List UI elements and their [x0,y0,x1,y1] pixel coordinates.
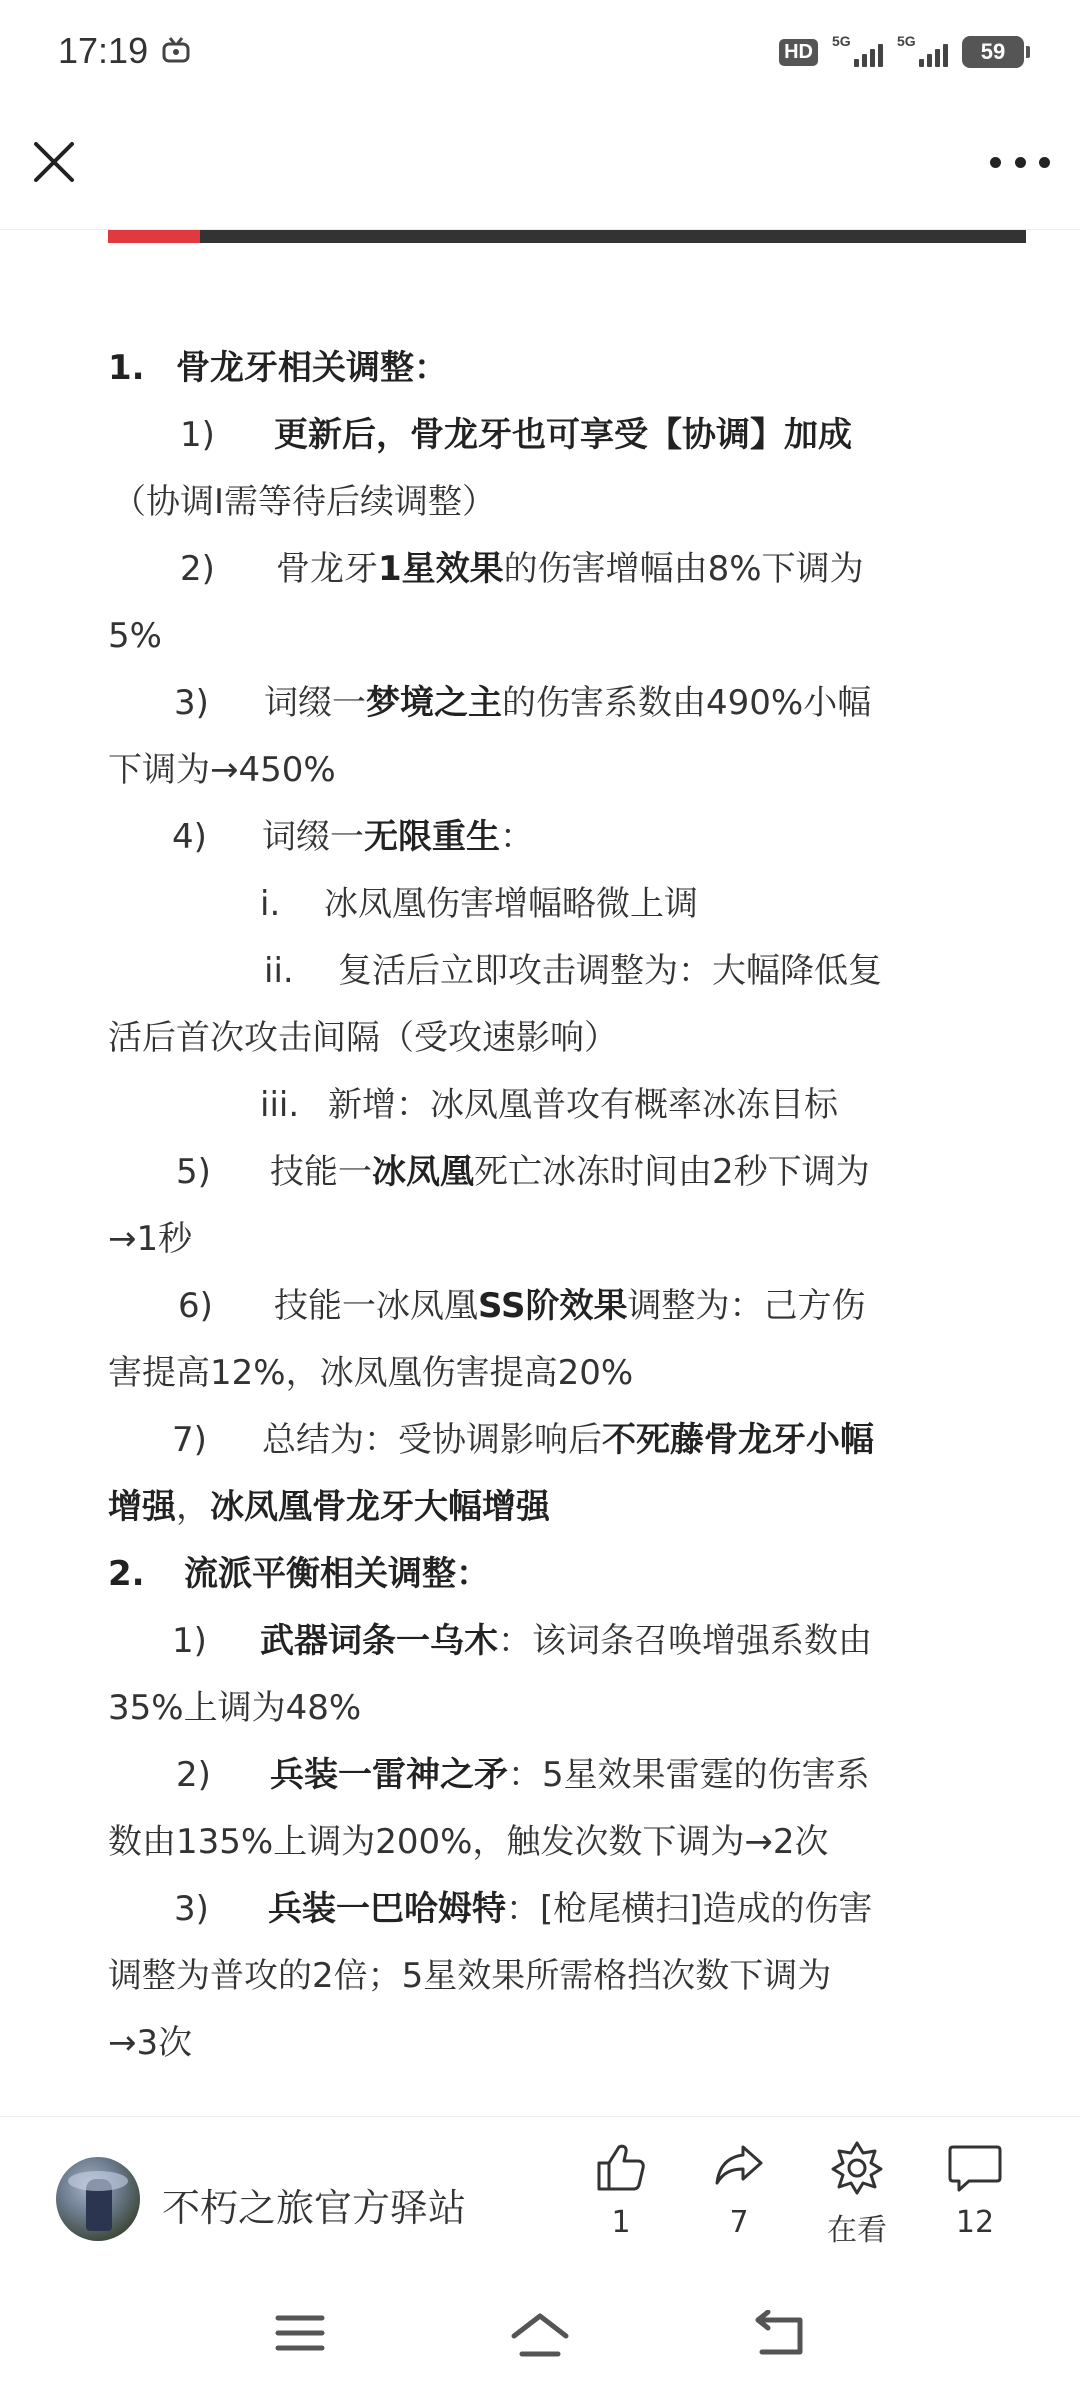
back-icon [752,2310,808,2360]
share-button[interactable] [694,2139,784,2240]
menu-icon [272,2310,328,2356]
status-indicators [779,32,1024,72]
thumbs-up-icon [593,2139,649,2195]
home-button[interactable] [508,2310,572,2364]
share-icon [711,2139,767,2195]
list-item: 3) 词缀一梦境之主的伤害系数由490%小幅 [174,683,872,723]
battery-level: 59 [980,39,1006,64]
reading-progress-fill [108,230,200,243]
list-item-continuation: 下调为→450% [108,750,336,790]
share-count: 7 [729,2205,749,2240]
status-bar [0,0,1080,100]
account-name[interactable]: 不朽之旅官方驿站 [162,2186,467,2230]
list-item-continuation: 调整为普攻的2倍；5星效果所需格挡次数下调为 [108,1956,832,1996]
sub-list-item: ii. 复活后立即攻击调整为：大幅降低复 [264,951,882,991]
comment-count: 12 [955,2205,995,2240]
sub-list-item: i. 冰凤凰伤害增幅略微上调 [260,884,698,924]
section-heading: 2. 流派平衡相关调整： [108,1554,490,1594]
system-nav-bar [0,2266,1080,2400]
comment-button[interactable] [930,2139,1020,2240]
tv-app-icon [162,37,190,63]
list-item: 1) 更新后，骨龙牙也可享受【协调】加成 [180,415,852,455]
list-item: 5) 技能一冰凤凰死亡冰冻时间由2秒下调为 [176,1152,870,1192]
list-item-continuation: 数由135%上调为200%，触发次数下调为→2次 [108,1822,829,1862]
article-body [108,335,974,2077]
list-item: 1) 武器词条一乌木：该词条召唤增强系数由 [172,1621,872,1661]
status-time: 17:19 [58,30,149,71]
reading-progress-bar [108,230,1026,243]
list-item: 2) 骨龙牙1星效果的伤害增幅由8%下调为 [180,549,864,589]
sub-list-item: iii. 新增：冰凤凰普攻有概率冰冻目标 [260,1085,838,1125]
account-avatar[interactable] [56,2157,140,2241]
watching-icon [829,2139,885,2195]
list-item-continuation: 增强，冰凤凰骨龙牙大幅增强 [108,1487,550,1527]
watching-button[interactable] [812,2139,902,2249]
list-item: 7) 总结为：受协调影响后不死藤骨龙牙小幅 [172,1420,874,1460]
signal-2-icon: 5G [897,37,948,67]
battery-icon [962,36,1024,68]
recent-apps-button[interactable] [272,2310,328,2360]
signal-1-icon: 5G [832,37,883,67]
close-icon [28,136,80,188]
more-icon [990,157,1001,168]
like-count: 1 [611,2205,631,2240]
list-item: 2) 兵装一雷神之矛：5星效果雷霆的伤害系 [176,1755,870,1795]
section-heading: 1. 骨龙牙相关调整： [108,348,448,388]
more-options-button[interactable] [990,150,1050,174]
list-item: 3) 兵装一巴哈姆特：[枪尾横扫]造成的伤害 [174,1889,873,1929]
list-item-continuation: 活后首次攻击间隔（受攻速影响） [108,1018,618,1058]
watching-label: 在看 [827,2213,887,2248]
list-item: 4) 词缀一无限重生： [172,817,534,857]
like-button[interactable] [576,2139,666,2240]
bottom-action-bar [0,2116,1080,2266]
top-nav [0,100,1080,230]
list-item-continuation: 害提高12%，冰凤凰伤害提高20% [108,1353,634,1393]
list-item-continuation: →3次 [108,2023,193,2063]
back-button[interactable] [752,2310,808,2364]
list-item-continuation: 35%上调为48% [108,1688,362,1728]
home-icon [508,2310,572,2360]
list-item: 6) 技能一冰凤凰SS阶效果调整为：己方伤 [178,1286,866,1326]
content-fade [0,2090,1080,2118]
list-item-continuation: （协调I需等待后续调整） [112,482,497,522]
close-button[interactable] [28,136,80,188]
comment-icon [947,2139,1003,2195]
list-item-continuation: →1秒 [108,1219,193,1259]
hd-badge: HD [779,39,818,66]
list-item-continuation: 5% [108,616,162,656]
